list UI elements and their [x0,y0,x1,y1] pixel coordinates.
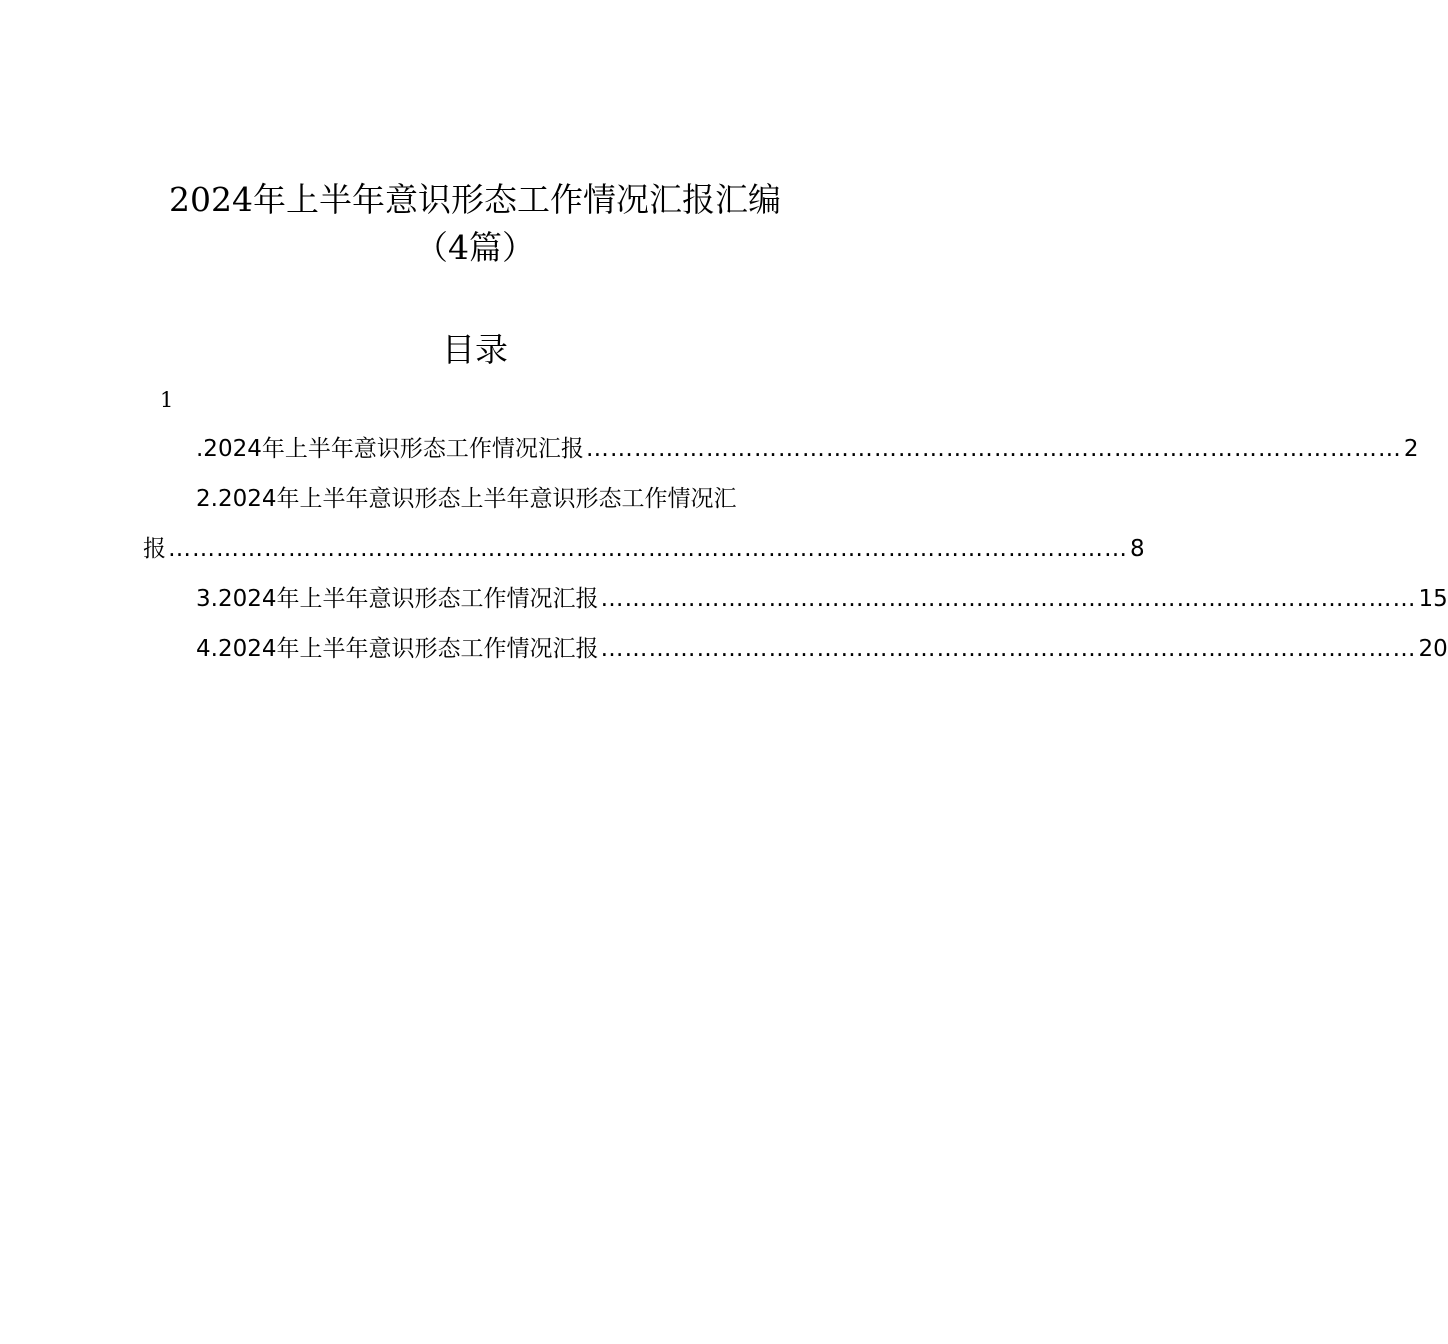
toc-leader-dots: ………………………………………………………………………………………… [600,586,1417,612]
toc-entry-page: 8 [1130,536,1145,562]
toc-entry-label: .2024年上半年意识形态工作情况汇报 [196,436,584,462]
toc-entry-page: 2 [1403,436,1419,462]
toc-entry-label: 3.2024年上半年意识形态工作情况汇报 [196,586,599,612]
toc-entry-3[interactable] [196,574,1448,624]
toc-entry-2[interactable] [143,524,1145,574]
title-line-2: （4篇） [415,228,535,267]
document-title [0,176,950,272]
toc-leader-dots: ………………………………………………………………………………………………………… [168,536,1128,562]
toc-entry-1[interactable] [196,424,1419,474]
toc-leader-dots: ………………………………………………………………………………………… [600,636,1417,662]
toc-entry-4[interactable] [196,624,1448,674]
toc-entry-label: 报 [143,536,166,562]
toc-entry-page: 20 [1418,636,1448,662]
toc-entry-label: 4.2024年上半年意识形态工作情况汇报 [196,636,599,662]
toc-leader-dots: ………………………………………………………………………………………… [585,436,1402,462]
toc-entry-page: 15 [1418,586,1448,612]
title-line-1: 2024年上半年意识形态工作情况汇报汇编 [169,180,781,219]
page-marker: 1 [160,388,174,412]
toc-heading: 目录 [442,330,508,369]
toc-entry-2-line-1[interactable]: 2.2024年上半年意识形态上半年意识形态工作情况汇 [196,486,737,512]
